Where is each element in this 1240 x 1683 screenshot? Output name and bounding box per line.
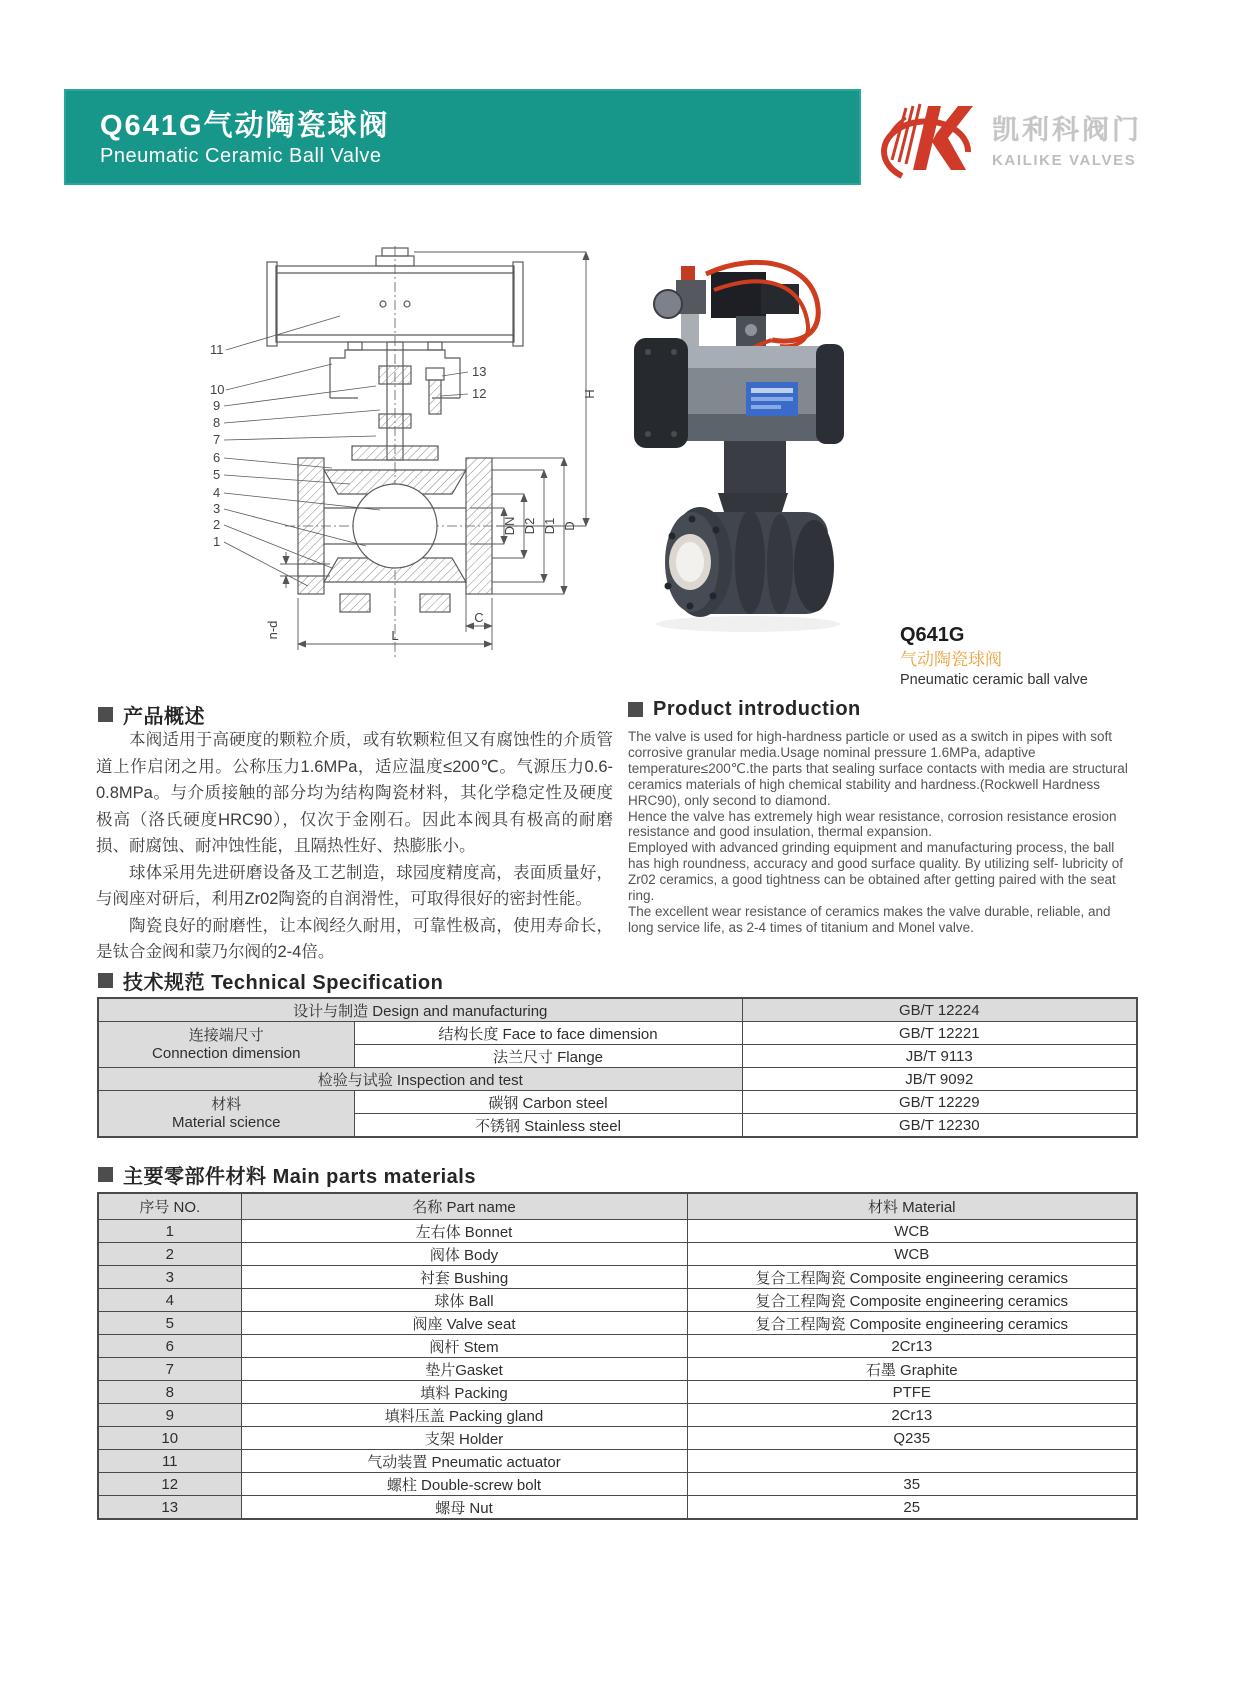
section-marker-icon — [98, 707, 113, 722]
parts-cell-no: 7 — [98, 1358, 241, 1381]
parts-row — [98, 1450, 1137, 1473]
spec-label-cell: 检验与试验 Inspection and test — [98, 1068, 742, 1091]
spec-label-cell: 设计与制造 Design and manufacturing — [98, 998, 742, 1022]
overview-heading-text: 产品概述 — [123, 706, 205, 728]
parts-cell-no: 5 — [98, 1312, 241, 1335]
svg-text:4: 4 — [213, 485, 221, 500]
spec-group-cn: 材料 — [211, 1095, 242, 1113]
parts-cell-material: 2Cr13 — [687, 1335, 1137, 1358]
parts-cell-no: 8 — [98, 1381, 241, 1404]
parts-cell-material: 石墨 Graphite — [687, 1358, 1137, 1381]
parts-cell-no: 4 — [98, 1289, 241, 1312]
drawing-valve-body — [298, 446, 492, 612]
spec-std-cell: GB/T 12229 — [742, 1091, 1137, 1114]
table-row — [98, 1022, 1137, 1045]
table-row — [98, 998, 1137, 1022]
parts-cell-name: 左右体 Bonnet — [241, 1220, 687, 1243]
parts-header-row — [98, 1193, 1137, 1220]
parts-cell-name: 气动装置 Pneumatic actuator — [241, 1450, 687, 1473]
parts-cell-no: 11 — [98, 1450, 241, 1473]
tech-spec-heading-text — [123, 966, 443, 995]
parts-row — [98, 1381, 1137, 1404]
spec-item-cell: 结构长度 Face to face dimension — [354, 1022, 742, 1045]
parts-row — [98, 1220, 1137, 1243]
kailike-logo-icon — [872, 96, 980, 184]
parts-cell-name: 垫片Gasket — [241, 1358, 687, 1381]
spec-group-en: Material science — [172, 1113, 281, 1131]
spec-std-cell: GB/T 12221 — [742, 1022, 1137, 1045]
parts-cell-no: 9 — [98, 1404, 241, 1427]
parts-cell-name: 填料 Packing — [241, 1381, 687, 1404]
svg-text:1: 1 — [213, 534, 221, 549]
parts-cell-material: 复合工程陶瓷 Composite engineering ceramics — [687, 1289, 1137, 1312]
spec-group-cell — [98, 1022, 354, 1068]
svg-text:D1: D1 — [542, 517, 557, 535]
parts-cell-name: 填料压盖 Packing gland — [241, 1404, 687, 1427]
svg-text:D2: D2 — [522, 517, 537, 535]
parts-table — [97, 1192, 1138, 1520]
svg-text:C: C — [474, 610, 484, 625]
page-subtitle: Pneumatic Ceramic Ball Valve — [100, 145, 382, 167]
overview-heading — [98, 700, 205, 729]
parts-row — [98, 1496, 1137, 1520]
parts-cell-no: 6 — [98, 1335, 241, 1358]
spec-group-en: Connection dimension — [152, 1044, 301, 1062]
parts-cell-material: 2Cr13 — [687, 1404, 1137, 1427]
spec-item-cell: 碳钢 Carbon steel — [354, 1091, 742, 1114]
introduction-paragraph: Hence the valve has extremely high wear resistance, corrosion resistance erosion resistance and good insulation, thermal expansion. — [628, 808, 1117, 840]
overview-paragraph: 陶瓷良好的耐磨性，让本阀经久耐用，可靠性极高，使用寿命长，是钛合金阀和蒙乃尔阀的2-4倍。 — [96, 916, 613, 961]
parts-cell-no: 10 — [98, 1427, 241, 1450]
parts-cell-no: 2 — [98, 1243, 241, 1266]
parts-cell-name: 衬套 Bushing — [241, 1266, 687, 1289]
svg-text:H: H — [582, 389, 597, 399]
parts-cell-material: WCB — [687, 1243, 1137, 1266]
tech-spec-heading — [98, 966, 443, 995]
brand-text — [992, 108, 1142, 169]
parts-row — [98, 1358, 1137, 1381]
parts-row — [98, 1427, 1137, 1450]
parts-row — [98, 1289, 1137, 1312]
parts-heading-text — [123, 1160, 476, 1189]
spec-std-cell: GB/T 12230 — [742, 1114, 1137, 1138]
parts-cell-no: 1 — [98, 1220, 241, 1243]
tech-spec-heading-en: Technical Specification — [211, 972, 444, 994]
caption-name-cn: 气动陶瓷球阀 — [900, 650, 1002, 669]
spec-item-cell: 不锈钢 Stainless steel — [354, 1114, 742, 1138]
parts-row — [98, 1266, 1137, 1289]
parts-cell-material: PTFE — [687, 1381, 1137, 1404]
parts-heading — [98, 1160, 476, 1189]
svg-text:n-d: n-d — [265, 620, 280, 640]
tech-spec-table — [97, 997, 1138, 1138]
parts-cell-name: 螺柱 Double-screw bolt — [241, 1473, 687, 1496]
section-marker-icon — [98, 1167, 113, 1182]
brand-name-en: KAILIKE VALVES — [992, 152, 1137, 169]
photo-bracket — [718, 441, 788, 518]
parts-cell-no: 3 — [98, 1266, 241, 1289]
svg-text:12: 12 — [472, 386, 487, 401]
product-photo — [618, 246, 873, 636]
parts-cell-material: WCB — [687, 1220, 1137, 1243]
parts-row — [98, 1473, 1137, 1496]
caption-name-en: Pneumatic ceramic ball valve — [900, 671, 1088, 688]
parts-cell-no: 13 — [98, 1496, 241, 1520]
parts-cell-name: 阀座 Valve seat — [241, 1312, 687, 1335]
parts-cell-material: 复合工程陶瓷 Composite engineering ceramics — [687, 1312, 1137, 1335]
introduction-heading-text: Product introduction — [653, 698, 861, 720]
photo-solenoid-valve — [711, 272, 799, 348]
parts-cell-name: 阀杆 Stem — [241, 1335, 687, 1358]
drawing-part-numbers — [210, 342, 486, 549]
svg-text:7: 7 — [213, 432, 221, 447]
spec-group-cn: 连接端尺寸 — [188, 1026, 264, 1044]
parts-cell-material: Q235 — [687, 1427, 1137, 1450]
parts-col-name: 名称 Part name — [241, 1193, 687, 1220]
introduction-paragraph: Employed with advanced grinding equipment and manufacturing process, the ball has high roundness, accuracy and good surface quality. By utilizing self- lubricity of Zr02 ceramics, a good tightness can be obtained after getting paired with the seat ring. — [628, 840, 1124, 904]
photo-actuator — [634, 338, 844, 448]
parts-cell-name: 支架 Holder — [241, 1427, 687, 1450]
spec-item-cell: 法兰尺寸 Flange — [354, 1045, 742, 1068]
parts-cell-material — [687, 1450, 1137, 1473]
svg-text:11: 11 — [210, 342, 224, 357]
overview-paragraph: 本阀适用于高硬度的颗粒介质，或有软颗粒但又有腐蚀性的介质管道上作启闭之用。公称压力1.6MPa，适应温度≤200℃。气源压力0.6-0.8MPa。与介质接触的部分均为结构陶瓷材料，其化学稳定性及硬度极高（洛氏硬度HRC90），仅次于金刚石。因此本阀具有极高的耐磨损、耐腐蚀、耐冲蚀性能，且隔热性好、热膨胀小。 — [96, 731, 613, 855]
svg-text:8: 8 — [213, 415, 221, 430]
spec-std-cell: GB/T 12224 — [742, 998, 1137, 1022]
table-row — [98, 1091, 1137, 1114]
svg-text:DN: DN — [502, 516, 517, 536]
svg-text:2: 2 — [213, 517, 221, 532]
tech-spec-heading-cn: 技术规范 — [123, 972, 205, 994]
title-banner — [64, 89, 861, 185]
parts-table-body — [98, 1220, 1137, 1520]
spec-std-cell: JB/T 9092 — [742, 1068, 1137, 1091]
parts-cell-name: 阀体 Body — [241, 1243, 687, 1266]
parts-row — [98, 1404, 1137, 1427]
parts-col-no: 序号 NO. — [98, 1193, 241, 1220]
photo-caption — [900, 624, 1140, 688]
section-marker-icon — [628, 702, 643, 717]
svg-text:6: 6 — [213, 450, 221, 465]
table-row — [98, 1068, 1137, 1091]
introduction-paragraph: The excellent wear resistance of ceramics makes the valve durable, reliable, and long service life, as 2-4 times of titanium and Monel valve. — [628, 903, 1111, 935]
introduction-paragraph: The valve is used for high-hardness particle or used as a switch in pipes with soft corrosive granular media.Usage nominal pressure 1.6MPa, adaptive temperature≤200℃.the parts that sealing surface contacts with media are structural ceramics materials of high chemical stability and hardness.(Rockwell Hardness HRC90), only second to diamond. — [628, 729, 1128, 808]
parts-heading-cn: 主要零部件材料 — [123, 1166, 267, 1188]
spec-group-cell — [98, 1091, 354, 1138]
parts-cell-material: 复合工程陶瓷 Composite engineering ceramics — [687, 1266, 1137, 1289]
svg-text:3: 3 — [213, 501, 221, 516]
page-title: Q641G气动陶瓷球阀 — [100, 110, 390, 142]
parts-cell-material: 25 — [687, 1496, 1137, 1520]
brand-name-cn: 凯利科阀门 — [992, 115, 1142, 145]
svg-text:13: 13 — [472, 364, 487, 379]
parts-row — [98, 1312, 1137, 1335]
spec-std-cell: JB/T 9113 — [742, 1045, 1137, 1068]
parts-cell-name: 螺母 Nut — [241, 1496, 687, 1520]
introduction-paragraphs — [628, 729, 1137, 936]
svg-text:9: 9 — [213, 398, 221, 413]
svg-text:D: D — [562, 521, 577, 531]
caption-model: Q641G — [900, 624, 965, 646]
introduction-heading — [628, 698, 861, 721]
parts-col-material: 材料 Material — [687, 1193, 1137, 1220]
parts-cell-name: 球体 Ball — [241, 1289, 687, 1312]
svg-text:5: 5 — [213, 467, 221, 482]
svg-text:10: 10 — [210, 382, 225, 397]
valve-technical-drawing — [180, 246, 610, 666]
overview-paragraphs — [96, 727, 613, 966]
svg-text:L: L — [391, 628, 399, 643]
overview-paragraph: 球体采用先进研磨设备及工艺制造，球园度精度高，表面质量好，与阀座对研后，利用Zr02陶瓷的自润滑性，可取得很好的密封性能。 — [96, 863, 613, 908]
photo-valve-body — [665, 507, 835, 617]
parts-heading-en: Main parts materials — [272, 1166, 476, 1188]
parts-row — [98, 1243, 1137, 1266]
parts-cell-material: 35 — [687, 1473, 1137, 1496]
parts-row — [98, 1335, 1137, 1358]
section-marker-icon — [98, 973, 113, 988]
company-logo — [872, 94, 1172, 186]
parts-cell-no: 12 — [98, 1473, 241, 1496]
